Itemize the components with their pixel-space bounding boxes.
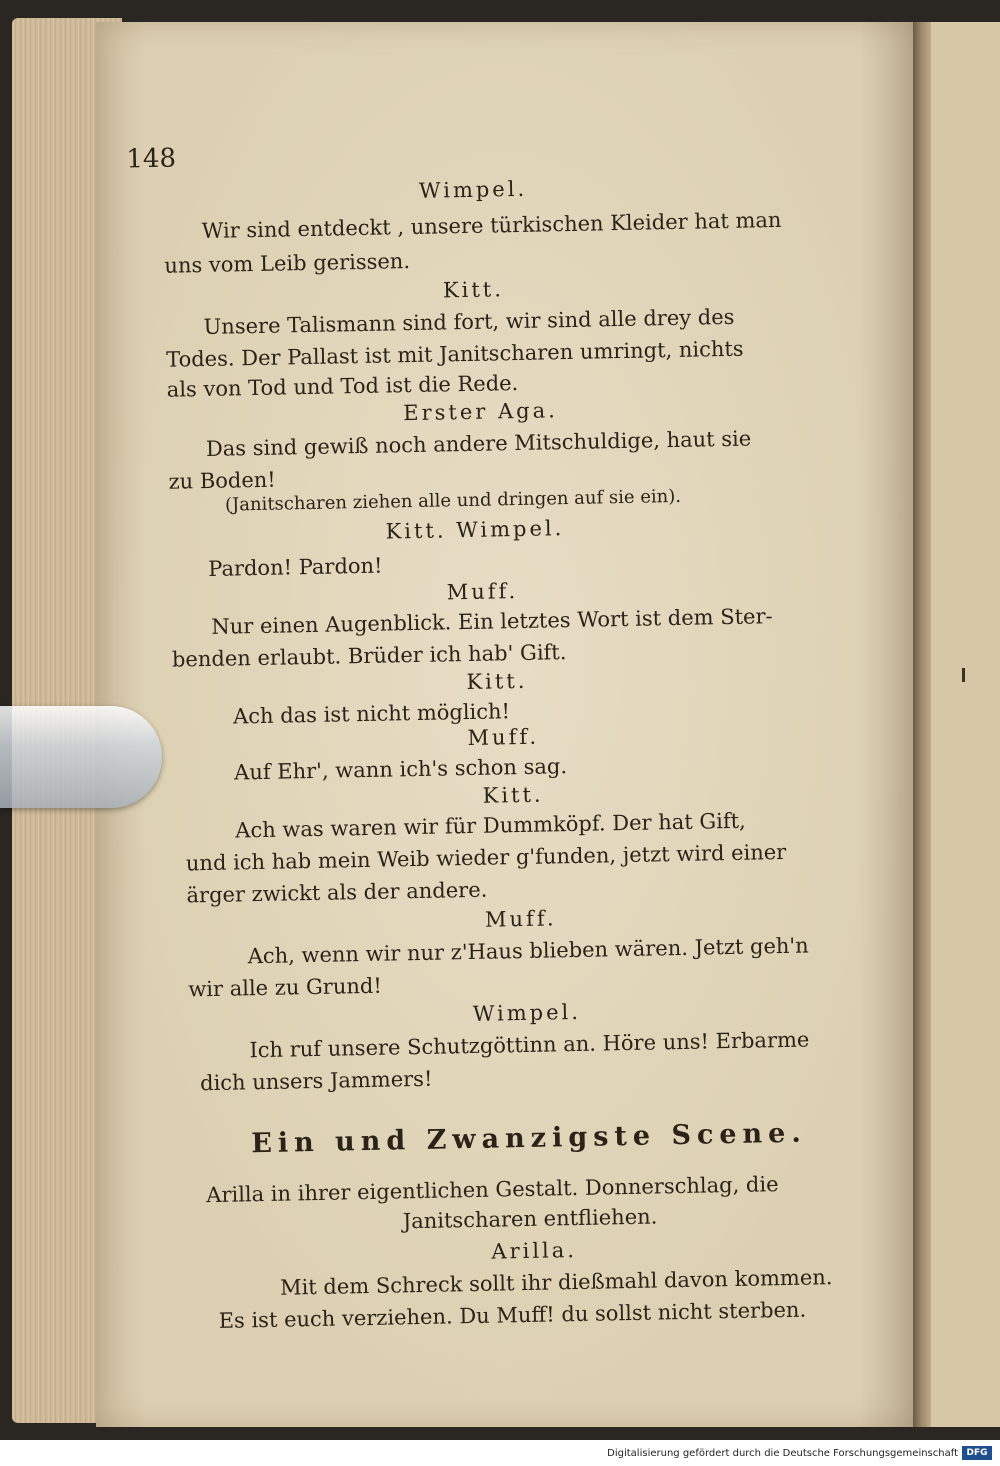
text-line: Wir sind entdeckt , unsere türkischen Kleider hat man [201, 207, 782, 244]
text-line: Es ist euch verziehen. Du Muff! du sollst nicht sterben. [218, 1297, 807, 1333]
speaker-name: Muff. [446, 579, 519, 605]
text-line: Ach, wenn wir nur z'Haus blieben wären. Jetzt geh'n [247, 933, 809, 969]
text-line: Nur einen Augenblick. Ein letztes Wort ist dem Ster- [211, 604, 773, 639]
glass-page-weight [0, 706, 162, 808]
text-line: Todes. Der Pallast ist mit Janitscharen umringt, nichts [165, 336, 744, 372]
text-line: wir alle zu Grund! [188, 973, 382, 1002]
scene-heading: Ein und Zwanzigste Scene. [250, 1117, 808, 1160]
stage-direction: Arilla in ihrer eigentlichen Gestalt. Donnerschlag, die [206, 1172, 779, 1208]
text-line: Pardon! Pardon! [208, 553, 383, 581]
footer-credit: Digitalisierung gefördert durch die Deutsche Forschungsgemeinschaft [607, 1448, 958, 1459]
dfg-logo: DFG [962, 1446, 992, 1460]
text-line: zu Boden! [168, 467, 276, 494]
text-line: Das sind gewiß noch andere Mitschuldige, haut sie [205, 426, 752, 461]
text-line: dich unsers Jammers! [199, 1066, 433, 1096]
text-line: Mit dem Schreck sollt ihr dießmahl davon kommen. [279, 1265, 833, 1300]
speaker-name: Kitt. [466, 668, 528, 695]
speaker-name: Muff. [467, 724, 540, 751]
speaker-name: Muff. [484, 906, 557, 932]
stage-direction: (Janitscharen ziehen alle und dringen auf sie ein). [224, 485, 682, 516]
page-number: 148 [126, 143, 177, 175]
text-line: Ach das ist nicht möglich! [232, 699, 511, 729]
text-line: ärger zwickt als der andere. [186, 877, 488, 908]
text-line: als von Tod und Tod ist die Rede. [166, 370, 519, 402]
book-gutter [913, 22, 933, 1427]
text-line: benden erlaubt. Brüder ich hab' Gift. [171, 640, 567, 672]
speaker-name: Kitt. [442, 277, 505, 303]
text-line: Ach was waren wir für Dummköpf. Der hat Gift, [235, 808, 746, 843]
next-page-edge [931, 22, 1000, 1427]
speaker-name: Erster Aga. [403, 398, 559, 426]
text-line: Unsere Talismann sind fort, wir sind alle drey des [203, 304, 735, 340]
speaker-name: Arilla. [491, 1238, 578, 1264]
speaker-name: Kitt. [482, 782, 544, 808]
stage-direction: Janitscharen entfliehen. [402, 1204, 658, 1234]
footer-bar [0, 1440, 1000, 1466]
speaker-name: Wimpel. [418, 176, 528, 203]
speaker-name: Kitt. Wimpel. [385, 516, 565, 544]
text-line: Auf Ehr', wann ich's schon sag. [233, 754, 568, 785]
text-line: und ich hab mein Weib wieder g'funden, jetzt wird einer [185, 839, 787, 876]
speaker-name: Wimpel. [472, 999, 582, 1026]
page-mark [962, 668, 965, 682]
text-line: uns vom Leib gerissen. [164, 249, 411, 278]
text-line: Ich ruf unsere Schutzgöttinn an. Höre uns! Erbarme [249, 1027, 810, 1063]
